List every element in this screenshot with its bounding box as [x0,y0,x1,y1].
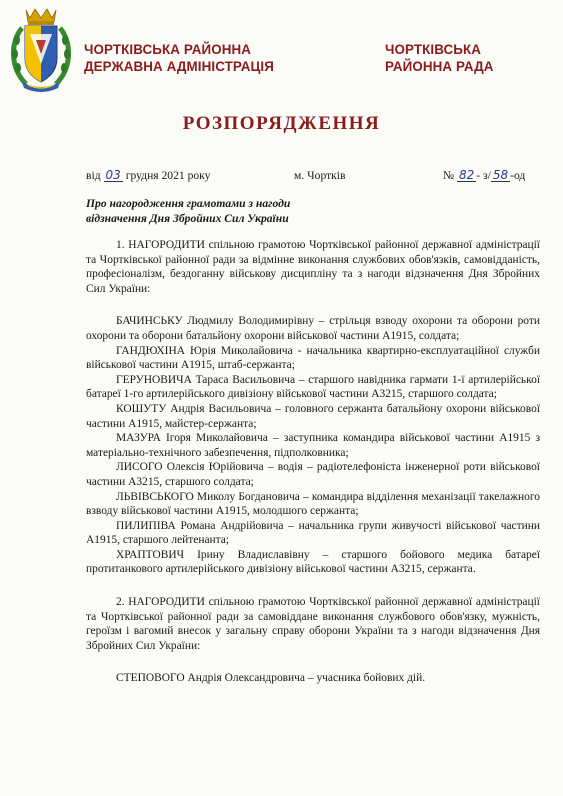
org-left-line2: ДЕРЖАВНА АДМІНІСТРАЦІЯ [84,59,274,74]
number-sign: № [443,169,455,182]
document-subject [86,197,290,226]
org-district-council [385,41,494,75]
number-part2-handwritten: 58 [492,168,509,182]
section2-intro: 2. НАГОРОДИТИ спільною грамотою Чортківської районної державної адміністрації та Чортківської районної ради за самовіддане виконання службового обов'язку, мужність, героїзм і вагомий внесок у загальну справу оборони України та з нагоди відзначення Дня Збройних Сил України: [86,596,540,652]
award-item: ХРАПТОВИЧ Ірину Владиславівну – старшого бойового медика батареї протитанкового артилерійського дивізіону військової частини А3215, сержанта. [86,548,540,576]
number-part1-handwritten: 82 [458,168,475,182]
place-field: м. Чортків [294,169,346,182]
org-left-line1: ЧОРТКІВСЬКА РАЙОННА [84,42,252,57]
award-item: ГЕРУНОВИЧА Тараса Васильовича – старшого навідника гармати 1-ї артилерійської батареї 1-го артилерійського дивізіону військової частини А3215, старшого солдата; [86,373,540,401]
number-separator: - з/ [476,169,491,182]
award-item: КОШУТУ Андрія Васильовича – головного сержанта батальйону охорони військової частини А1915, майстер-сержанта; [86,402,540,430]
award-item: ЛЬВІВСЬКОГО Миколу Богдановича – командира відділення механізації такелажного взводу військової частини А1915, молодшого сержанта; [86,490,540,518]
document-title: РОЗПОРЯДЖЕННЯ [182,113,381,134]
date-prefix: від [86,169,101,182]
date-day-handwritten: 03 [105,168,121,182]
subject-line1: Про нагородження грамотами з нагоди [86,197,291,210]
subject-line2: відзначення Дня Збройних Сил України [86,211,289,225]
coat-of-arms-icon [8,6,74,92]
award-item: МАЗУРА Ігоря Миколайовича – заступника командира військової частини А1915 з матеріально-технічного забезпечення, підполковника; [86,432,540,459]
award-item: СТЕПОВОГО Андрія Олександровича – учасника бойових дій. [116,672,426,685]
number-suffix: -од [510,169,526,182]
award-item: БАЧИНСЬКУ Людмилу Володимирівну – стрільця взводу охорони та оборони роти охорони та оборони батальйону охорони військової частини А1915, солдата; [86,315,540,342]
award-item: ЛИСОГО Олексія Юрійовича – водія – радіотелефоніста інженерної роти військової частини А3215, старшого солдата; [86,461,540,488]
date-field [86,169,210,182]
org-state-administration [84,41,274,75]
award-item: ПИЛИПІВА Романа Андрійовича – начальника групи живучості військової частини А1915, старшого лейтенанта; [86,519,540,547]
order-number-field [443,169,525,182]
org-right-line1: ЧОРТКІВСЬКА [385,42,482,57]
document-body [86,238,540,686]
award-item: ГАНДЮХІНА Юрія Миколайовича - начальника квартирно-експлуатаційної служби військової частини А1915, штаб-сержанта; [86,344,540,372]
section1-intro: 1. НАГОРОДИТИ спільною грамотою Чортківської районної державної адміністрації та Чортківської районної ради за відмінне виконання службових обов'язків, самовідданість, професіоналізм, бездоганну військову дисципліну та з нагоди відзначення Дня Збройних Сил України: [86,239,540,295]
date-month-year: грудня 2021 року [125,169,211,182]
org-right-line2: РАЙОННА РАДА [385,59,494,74]
